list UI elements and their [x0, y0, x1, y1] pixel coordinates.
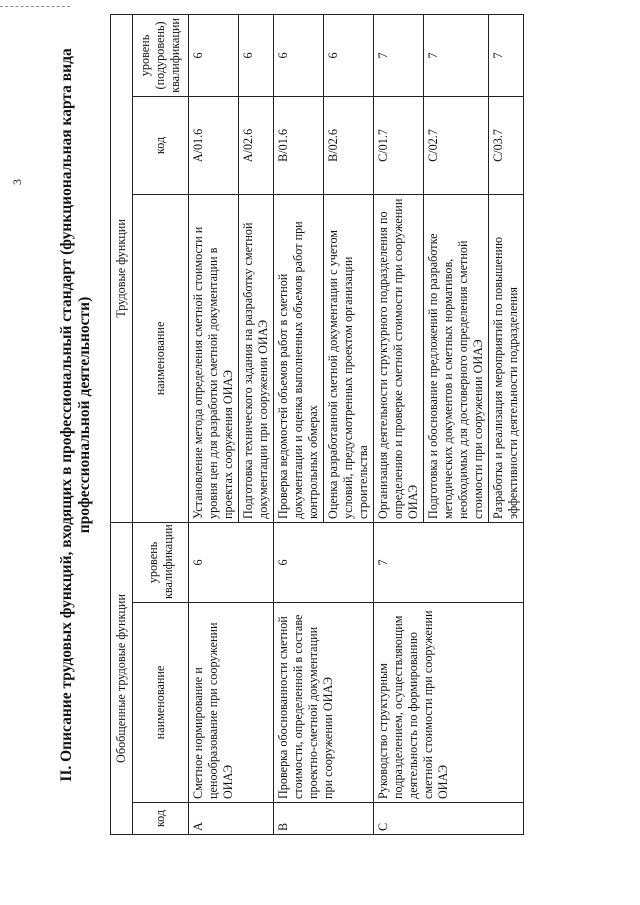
- row-name: Проверка обоснованности сметной стоимости, определенной в составе проектно-сметной документации при сооружении ОИАЭ: [274, 603, 374, 803]
- row-level: 6: [274, 522, 374, 602]
- header-sublevel: уровень (подуровень) квалификации: [133, 14, 189, 96]
- function-sublevel: 7: [374, 14, 424, 96]
- function-code: C/01.7: [374, 96, 424, 194]
- function-code: B/02.6: [324, 96, 374, 194]
- header-code: код: [133, 803, 189, 835]
- table-row: [189, 14, 239, 834]
- header-labor-functions: Трудовые функции: [111, 14, 133, 522]
- function-code: C/03.7: [489, 96, 524, 194]
- table-row: [374, 14, 424, 834]
- row-code: C: [374, 803, 524, 835]
- function-sublevel: 7: [489, 14, 524, 96]
- function-code: A/01.6: [189, 96, 239, 194]
- row-name: Сметное нормирование и ценообразование при сооружении ОИАЭ: [189, 603, 274, 803]
- row-level: 7: [374, 522, 524, 602]
- row-code: B: [274, 803, 374, 835]
- page-number: 3: [10, 179, 24, 185]
- header-name: наименование: [133, 603, 189, 803]
- function-name: Разработка и реализация мероприятий по повышению эффективности деятельности подразделения: [489, 194, 524, 522]
- function-name: Оценка разработанной сметной документации с учетом условий, предусмотренных проектом организации строительства: [324, 194, 374, 522]
- row-level: 6: [189, 522, 274, 602]
- header-level: уровень квалификации: [133, 522, 189, 602]
- table-row: [274, 14, 324, 834]
- header-function-code: код: [133, 96, 189, 194]
- function-sublevel: 6: [239, 14, 274, 96]
- function-name: Установление метода определения сметной стоимости и уровня цен для разработки сметной документации в проектах сооружения ОИАЭ: [189, 194, 239, 522]
- function-name: Подготовка технического задания на разработку сметной документации при сооружении ОИАЭ: [239, 194, 274, 522]
- row-code: A: [189, 803, 274, 835]
- function-sublevel: 6: [274, 14, 324, 96]
- function-name: Проверка ведомостей объемов работ в сметной документации и оценка выполненных объемов работ при контрольных обмерах: [274, 194, 324, 522]
- function-sublevel: 6: [189, 14, 239, 96]
- header-function-name: наименование: [133, 194, 189, 522]
- function-sublevel: 7: [424, 14, 489, 96]
- function-code: A/02.6: [239, 96, 274, 194]
- section-title: II. Описание трудовых функций, входящих в профессиональный стандарт (функциональная карта вида профессиональной деятельности): [58, 48, 93, 782]
- header-generalized-functions: Обобщенные трудовые функции: [111, 522, 133, 834]
- function-sublevel: 6: [324, 14, 374, 96]
- row-name: Руководство структурным подразделением, осуществляющим деятельность по формированию сметной стоимости при сооружении ОИАЭ: [374, 603, 524, 803]
- function-name: Организация деятельности структурного подразделения по определению и проверке сметной стоимости при сооружении ОИАЭ: [374, 194, 424, 522]
- function-code: B/01.6: [274, 96, 324, 194]
- function-code: C/02.7: [424, 96, 489, 194]
- functional-map-table: [110, 14, 524, 835]
- function-name: Подготовка и обоснование предложений по разработке методических документов и сметных нормативов, необходимых для достоверного определения сметной стоимости при сооружении ОИАЭ: [424, 194, 489, 522]
